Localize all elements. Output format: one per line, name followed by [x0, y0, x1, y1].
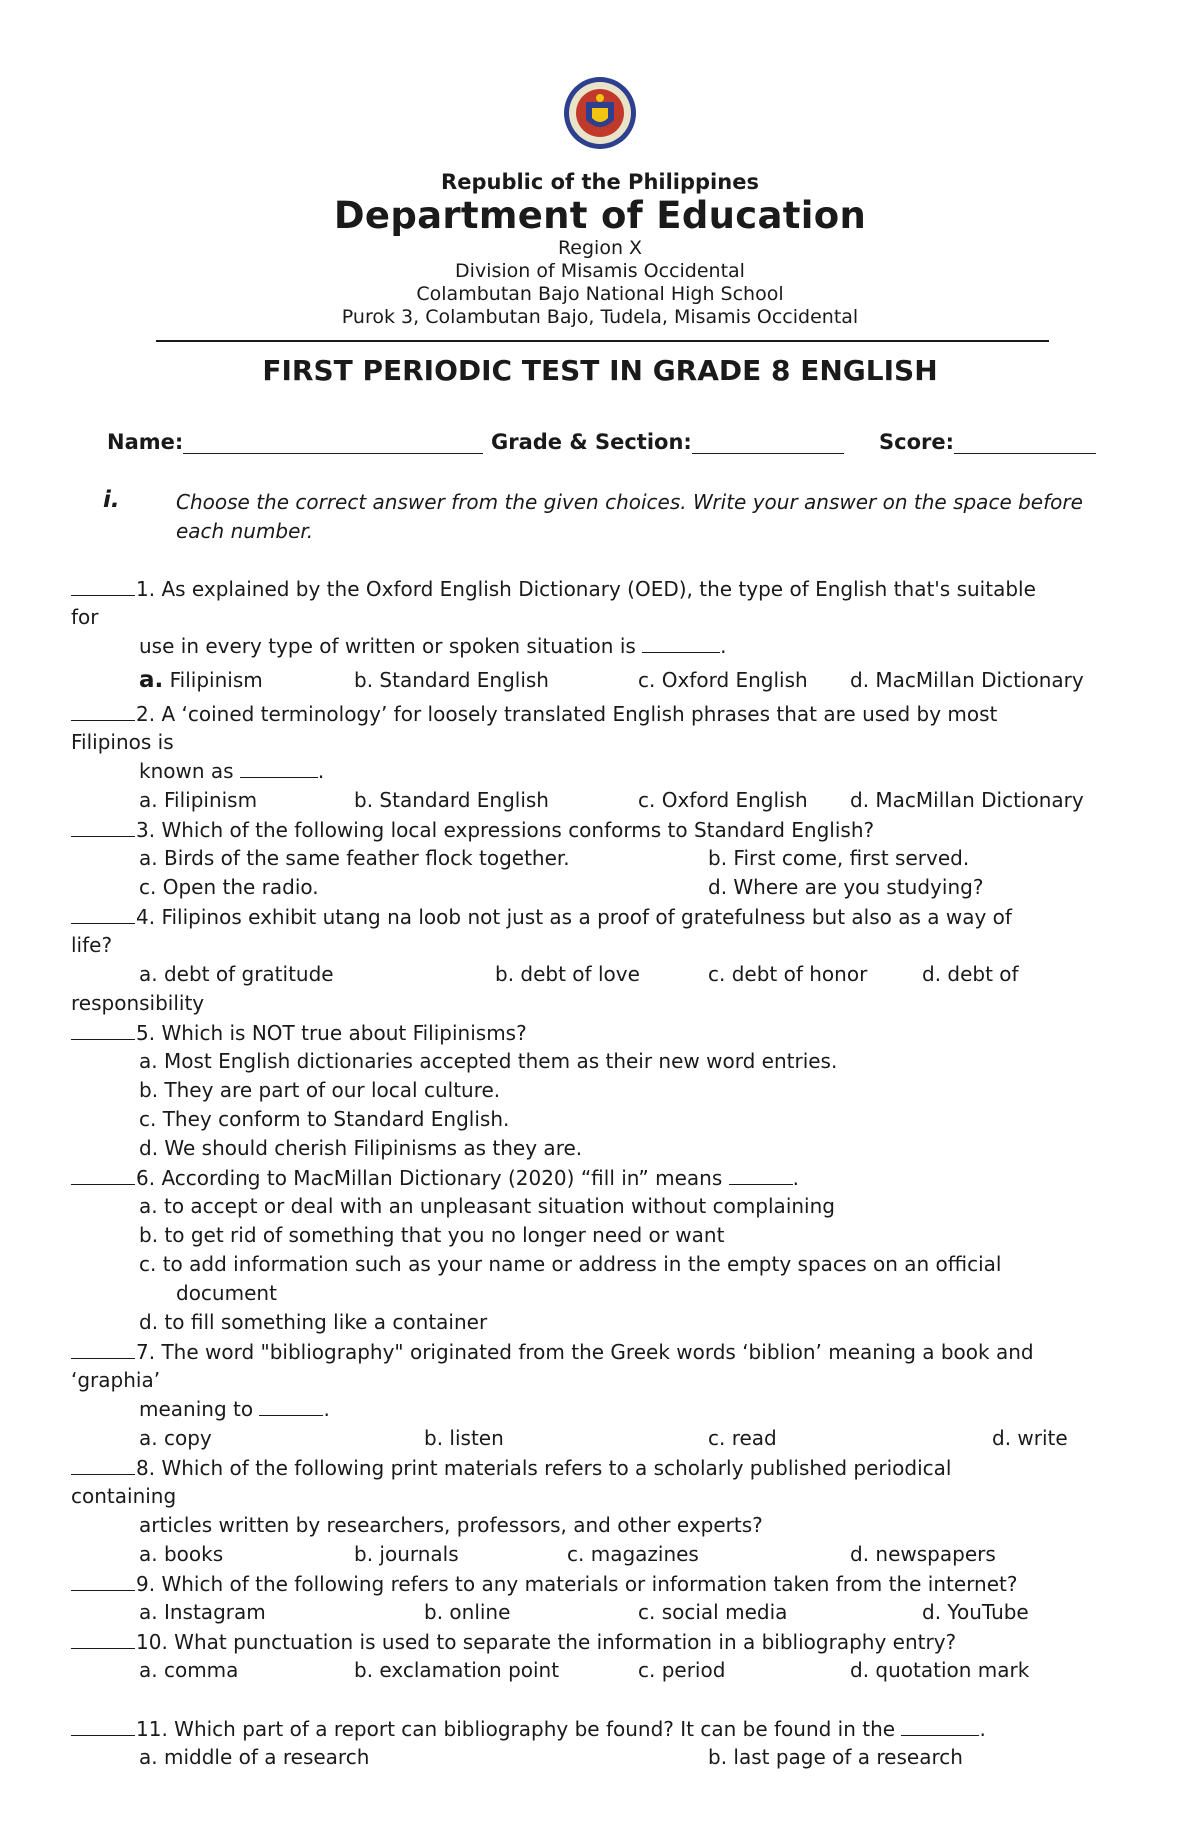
choice-letter: a.	[139, 667, 164, 693]
inline-answer-blank[interactable]	[901, 1717, 979, 1736]
choice-d: d. YouTube	[922, 1600, 1029, 1624]
choice-d: d. to fill something like a container	[139, 1310, 488, 1334]
question-9: 9. Which of the following refers to any materials or information taken from the internet?	[71, 1570, 1018, 1597]
choice-b: b. online	[424, 1600, 511, 1624]
deped-seal-logo	[562, 72, 638, 154]
republic-heading: Republic of the Philippines	[441, 170, 759, 194]
answer-blank-4[interactable]	[71, 903, 135, 924]
question-1	[71, 575, 1036, 602]
question-7: 7. The word "bibliography" originated from the Greek words ‘biblion’ meaning a book and	[71, 1338, 1034, 1365]
department-heading: Department of Education	[333, 194, 867, 237]
directions-number: i.	[103, 487, 120, 513]
choice-a: a. to accept or deal with an unpleasant situation without complaining	[139, 1194, 835, 1218]
answer-blank-9[interactable]	[71, 1570, 135, 1591]
choice-c: c. Oxford English	[638, 788, 808, 812]
choice-d: d. Where are you studying?	[708, 875, 984, 899]
grade-section-blank[interactable]	[692, 431, 844, 454]
name-blank[interactable]	[183, 431, 483, 454]
choice-c: c. Open the radio.	[139, 875, 319, 899]
choice-d: d. MacMillan Dictionary	[850, 668, 1084, 692]
choice-c: c. magazines	[567, 1542, 699, 1566]
answer-blank-2[interactable]	[71, 700, 135, 721]
question-text-wrap: for	[71, 605, 99, 629]
choice-b: b. debt of love	[495, 962, 640, 986]
question-text-cont: known as .	[139, 759, 325, 783]
choice-c: c. They conform to Standard English.	[139, 1107, 510, 1131]
question-3: 3. Which of the following local expressions conforms to Standard English?	[71, 816, 874, 843]
choice-c: c. to add information such as your name or address in the empty spaces on an official	[139, 1252, 1002, 1276]
question-6: 6. According to MacMillan Dictionary (2020) “fill in” means .	[71, 1164, 799, 1191]
answer-blank-11[interactable]	[71, 1715, 135, 1736]
choice-d: d. debt of	[922, 962, 1019, 986]
question-5: 5. Which is NOT true about Filipinisms?	[71, 1019, 527, 1046]
choice-a: a. middle of a research	[139, 1745, 370, 1769]
choice-b: b. to get rid of something that you no longer need or want	[139, 1223, 725, 1247]
name-field[interactable]	[107, 430, 483, 454]
choice-a: a. Birds of the same feather flock together.	[139, 846, 570, 870]
grade-section-field[interactable]	[491, 430, 844, 454]
choice-d: d. quotation mark	[850, 1658, 1030, 1682]
score-blank[interactable]	[954, 431, 1096, 454]
question-2: 2. A ‘coined terminology’ for loosely translated English phrases that are used by most	[71, 700, 997, 727]
choice-a: a. copy	[139, 1426, 212, 1450]
region-line: Region X	[557, 237, 643, 259]
answer-blank-5[interactable]	[71, 1019, 135, 1040]
school-line: Colambutan Bajo National High School	[416, 283, 784, 305]
choice-d: d. newspapers	[850, 1542, 996, 1566]
choice-d: d. MacMillan Dictionary	[850, 788, 1084, 812]
choice-d: d. write	[992, 1426, 1068, 1450]
question-text-wrap: life?	[71, 933, 113, 957]
choice-b: b. They are part of our local culture.	[139, 1078, 501, 1102]
question-text-wrap: ‘graphia’	[71, 1368, 161, 1392]
grade-section-label: Grade & Section:	[491, 430, 692, 454]
question-text-cont: meaning to .	[139, 1397, 330, 1421]
choice-a: a. Most English dictionaries accepted them as their new word entries.	[139, 1049, 838, 1073]
question-11: 11. Which part of a report can bibliography be found? It can be found in the .	[71, 1715, 986, 1742]
choice-b: b. journals	[354, 1542, 459, 1566]
question-text-cont: use in every type of written or spoken situation is .	[139, 634, 727, 658]
choice-a: a. comma	[139, 1658, 239, 1682]
choice-c: c. Oxford English	[638, 668, 808, 692]
question-text-cont: articles written by researchers, professors, and other experts?	[139, 1513, 763, 1537]
choice-a: a. debt of gratitude	[139, 962, 334, 986]
question-8: 8. Which of the following print materials refers to a scholarly published periodical	[71, 1454, 951, 1481]
choice-b: b. Standard English	[354, 668, 549, 692]
answer-blank-3[interactable]	[71, 816, 135, 837]
inline-answer-blank[interactable]	[240, 759, 318, 778]
choice-a: a. Filipinism	[139, 667, 263, 693]
answer-blank-8[interactable]	[71, 1454, 135, 1475]
choice-a: a. Filipinism	[139, 788, 258, 812]
question-4: 4. Filipinos exhibit utang na loob not just as a proof of gratefulness but also as a way of	[71, 903, 1012, 930]
choice-d: d. We should cherish Filipinisms as they are.	[139, 1136, 583, 1160]
choice-a: a. books	[139, 1542, 224, 1566]
choice-c: c. social media	[638, 1600, 788, 1624]
inline-answer-blank[interactable]	[259, 1397, 323, 1416]
choice-b: b. listen	[424, 1426, 504, 1450]
choice-b: b. last page of a research	[708, 1745, 963, 1769]
question-10: 10. What punctuation is used to separate the information in a bibliography entry?	[71, 1628, 956, 1655]
answer-blank-6[interactable]	[71, 1164, 135, 1185]
name-label: Name:	[107, 430, 184, 454]
address-line: Purok 3, Colambutan Bajo, Tudela, Misamis Occidental	[341, 306, 859, 328]
choice-a: a. Instagram	[139, 1600, 266, 1624]
answer-blank-7[interactable]	[71, 1338, 135, 1359]
test-title: FIRST PERIODIC TEST IN GRADE 8 ENGLISH	[262, 354, 938, 387]
question-text: As explained by the Oxford English Dictionary (OED), the type of English that's suitable	[155, 577, 1036, 601]
choice-c: c. read	[708, 1426, 777, 1450]
choice-c: c. period	[638, 1658, 726, 1682]
score-field[interactable]	[879, 430, 1096, 454]
score-label: Score:	[879, 430, 954, 454]
choice-c-wrap: document	[176, 1281, 277, 1305]
choice-b: b. First come, first served.	[708, 846, 970, 870]
question-text-wrap: containing	[71, 1484, 177, 1508]
choice-c: c. debt of honor	[708, 962, 868, 986]
inline-answer-blank[interactable]	[642, 634, 720, 653]
answer-blank-10[interactable]	[71, 1628, 135, 1649]
choice-d-wrap: responsibility	[71, 991, 205, 1015]
header-divider	[156, 340, 1049, 342]
choice-b: b. Standard English	[354, 788, 549, 812]
inline-answer-blank[interactable]	[729, 1166, 793, 1185]
division-line: Division of Misamis Occidental	[455, 260, 745, 282]
answer-blank-1[interactable]	[71, 575, 135, 596]
question-text-wrap: Filipinos is	[71, 730, 174, 754]
directions-text: Choose the correct answer from the given choices. Write your answer on the space before each number.	[176, 490, 1083, 543]
choice-b: b. exclamation point	[354, 1658, 560, 1682]
question-number: 1.	[136, 577, 156, 601]
